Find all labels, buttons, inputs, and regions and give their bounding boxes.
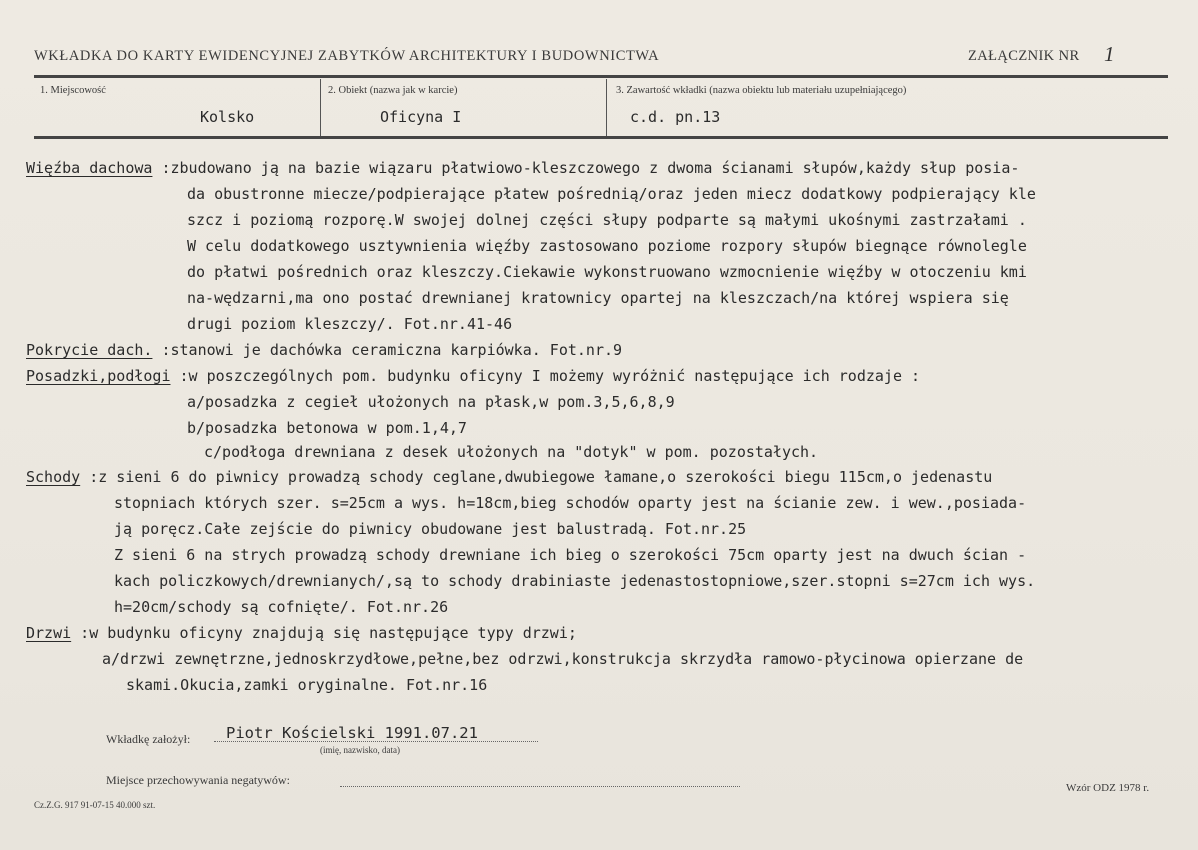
section-posadzki-line-2: a/posadzka z cegieł ułożonych na płask,w pom.3,5,6,8,9 [187,393,675,411]
section-drzwi-line-2: a/drzwi zewnętrzne,jednoskrzydłowe,pełne,bez odrzwi,konstrukcja skrzydła ramowo-płycinowa opierzane de [102,650,1024,668]
author-label: Wkładkę założył: [106,732,191,746]
author-hint: (imię, nazwisko, data) [320,745,400,755]
section-wiezba-line-3: szcz i poziomą rozporę.W swojej dolnej części słupy podparte są małymi ukośnymi zastrzałami . [187,211,1027,229]
fields-bottom-rule [34,136,1168,139]
section-posadzki-line-3: b/posadzka betonowa w pom.1,4,7 [187,419,467,437]
field-1-value: Kolsko [200,108,255,126]
form-model: Wzór ODZ 1978 r. [1066,782,1150,794]
section-wiezba-line-7: drugi poziom kleszczy/. Fot.nr.41-46 [187,315,513,333]
field-2-label: 2. Obiekt (nazwa jak w karcie) [328,85,458,96]
attachment-number: 1 [1104,42,1115,66]
section-schody-line-4: Z sieni 6 na strych prowadzą schody drewniane ich bieg o szerokości 75cm oparty jest na dwuch ścian - [114,546,1027,564]
section-pokrycie-heading: Pokrycie dach. [26,341,153,359]
section-schody-line-5: kach policzkowych/drewnianych/,są to schody drabiniaste jedenastostopniowe,szer.stopni s=27cm ich wys. [114,572,1036,590]
negatives-label: Miejsce przechowywania negatywów: [106,773,290,787]
author-dotted-line [214,741,538,742]
section-wiezba-line-1: Więźba dachowa :zbudowano ją na bazie wiązaru płatwiowo-kleszczowego z dwoma ścianami słupów,każdy słup posia- [26,159,1020,177]
section-posadzki-heading: Posadzki,podłogi [26,367,171,385]
field-3-value: c.d. pn.13 [630,108,721,126]
header-rule [34,75,1168,78]
field-3-label: 3. Zawartość wkładki (nazwa obiektu lub materiału uzupełniającego) [616,85,907,96]
section-drzwi-line-1: Drzwi :w budynku oficyny znajdują się następujące typy drzwi; [26,624,577,642]
section-schody-line-1: Schody :z sieni 6 do piwnicy prowadzą schody ceglane,dwubiegowe łamane,o szerokości biegu 115cm,o jedenastu [26,468,993,486]
section-posadzki-line-1: Posadzki,podłogi :w poszczególnych pom. budynku oficyny I możemy wyróżnić następujące ich rodzaje : [26,367,921,385]
section-schody-heading: Schody [26,468,81,486]
section-schody-line-3: ją poręcz.Całe zejście do piwnicy obudowane jest balustradą. Fot.nr.25 [114,520,747,538]
section-drzwi-heading: Drzwi [26,624,72,642]
document-title: WKŁADKA DO KARTY EWIDENCYJNEJ ZABYTKÓW ARCHITEKTURY I BUDOWNICTWA [34,48,660,64]
section-pokrycie-line: Pokrycie dach. :stanowi je dachówka ceramiczna karpiówka. Fot.nr.9 [26,341,623,359]
field-divider-2 [606,79,607,137]
field-divider-1 [320,79,321,137]
section-wiezba-line-6: na-wędzarni,ma ono postać drewnianej kratownicy opartej na kleszczach/na której wspiera się [187,289,1009,307]
field-1-label: 1. Miejscowość [40,85,106,96]
author-value: Piotr Kościelski 1991.07.21 [226,724,478,742]
section-wiezba-line-2: da obustronne miecze/podpierające płatew pośrednią/oraz jeden miecz dodatkowy podpierający kle [187,185,1036,203]
attachment-label: ZAŁĄCZNIK NR [968,48,1080,64]
section-drzwi-line-3: skami.Okucia,zamki oryginalne. Fot.nr.16 [126,676,488,694]
print-code: Cz.Z.G. 917 91-07-15 40.000 szt. [34,800,156,810]
field-2-value: Oficyna I [380,108,462,126]
section-posadzki-line-4: c/podłoga drewniana z desek ułożonych na "dotyk" w pom. pozostałych. [204,443,819,461]
section-wiezba-heading: Więźba dachowa [26,159,153,177]
section-wiezba-line-5: do płatwi pośrednich oraz kleszczy.Ciekawie wykonstruowano wzmocnienie więźby w otoczeniu kmi [187,263,1027,281]
section-schody-line-6: h=20cm/schody są cofnięte/. Fot.nr.26 [114,598,449,616]
negatives-dotted-line [340,786,740,787]
section-schody-line-2: stopniach których szer. s=25cm a wys. h=18cm,bieg schodów oparty jest na ścianie zew. i wew.,posiada- [114,494,1027,512]
section-wiezba-line-4: W celu dodatkowego usztywnienia więźby zastosowano poziome rozpory słupów biegnące równolegle [187,237,1027,255]
